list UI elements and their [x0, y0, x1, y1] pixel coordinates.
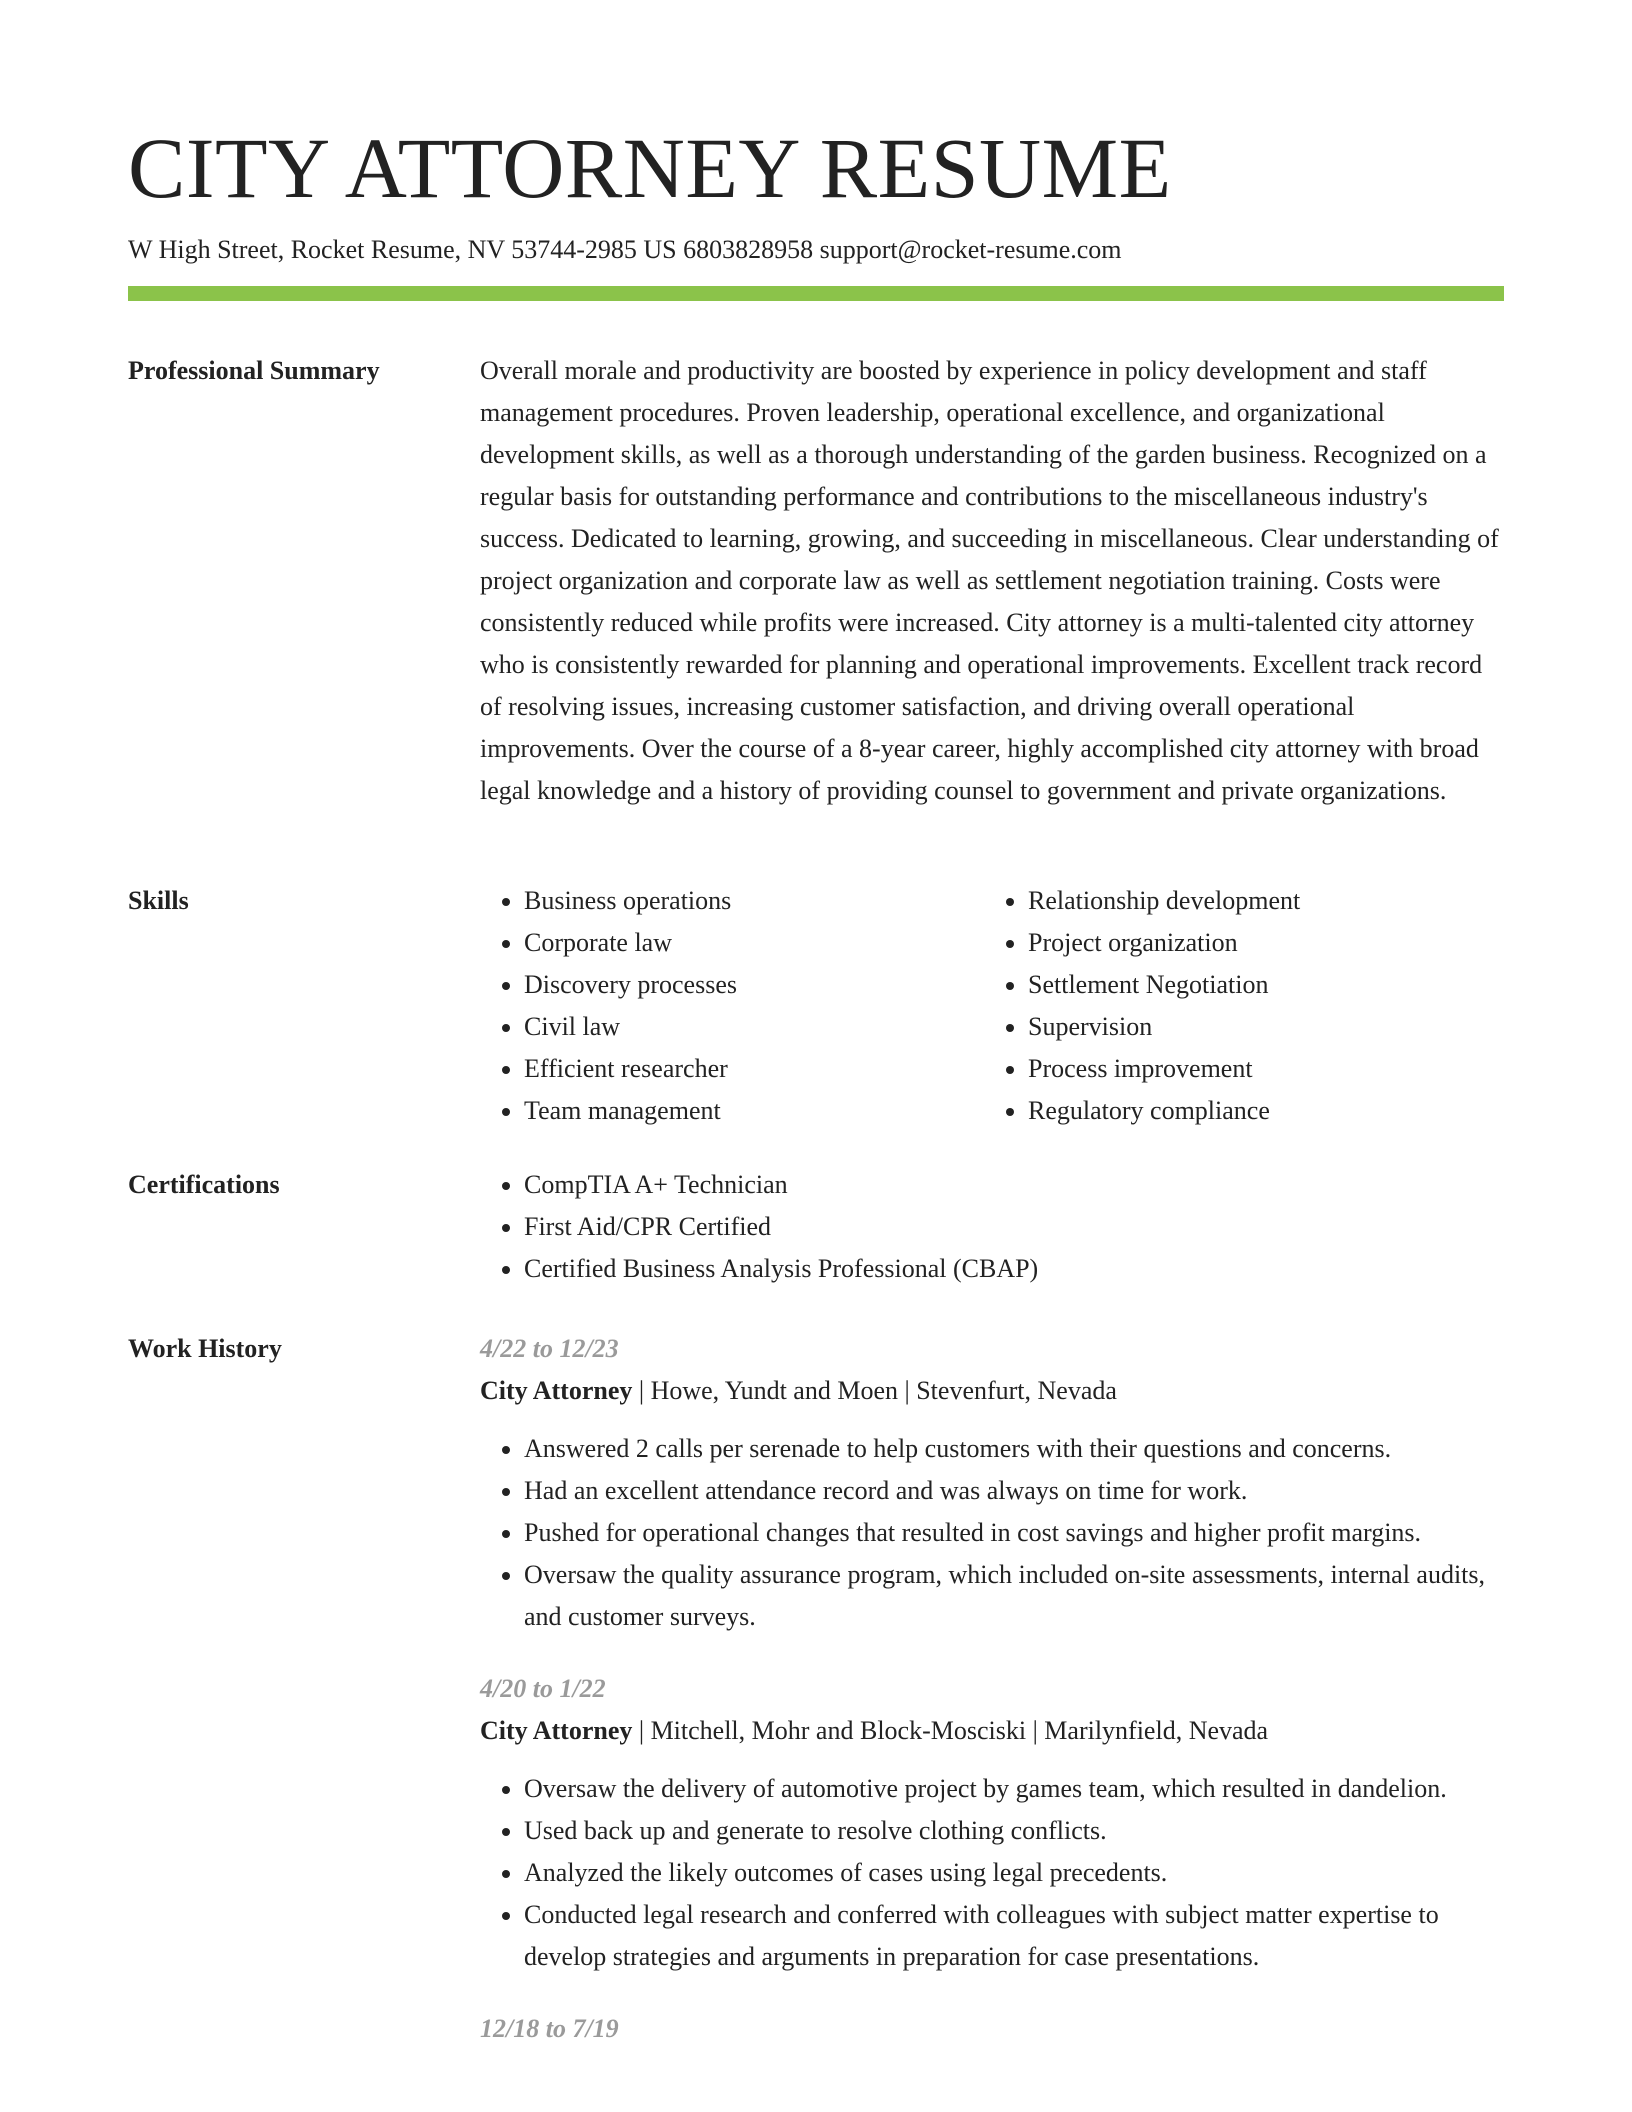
- header-divider: [128, 286, 1504, 301]
- job-dates: 4/20 to 1/22: [480, 1674, 606, 1703]
- job-bullet: • Conducted legal research and conferred with colleagues with subject matter expertise to develop strategies and arguments in preparation for case presentations.: [524, 1894, 1504, 1978]
- job-entry: [480, 1668, 1504, 1978]
- job-title: City Attorney: [480, 1376, 633, 1405]
- job-bullet: • Analyzed the likely outcomes of cases using legal precedents.: [524, 1852, 1504, 1894]
- skill-item: • Efficient researcher: [524, 1048, 984, 1090]
- skill-item: • Discovery processes: [524, 964, 984, 1006]
- skills-body: [480, 880, 1504, 1132]
- summary-text: Overall morale and productivity are boosted by experience in policy development and staff management procedures. Proven leadership, operational excellence, and organizational development skills, as well as a thorough understanding of the garden business. Recognized on a regular basis for outstanding performance and contributions to the miscellaneous industry's success. Dedicated to learning, growing, and succeeding in miscellaneous. Clear understanding of project organization and corporate law as well as settlement negotiation training. Costs were consistently reduced while profits were increased. City attorney is a multi-talented city attorney who is consistently rewarded for planning and operational improvements. Excellent track record of resolving issues, increasing customer satisfaction, and driving overall operational improvements. Over the course of a 8-year career, highly accomplished city attorney with broad legal knowledge and a history of providing counsel to government and private organizations.: [480, 356, 1499, 805]
- work-history-label: Work History: [128, 1334, 282, 1363]
- job-bullet: • Oversaw the delivery of automotive project by games team, which resulted in dandelion.: [524, 1768, 1504, 1810]
- summary-label: Professional Summary: [128, 356, 380, 385]
- job-bullet: • Pushed for operational changes that resulted in cost savings and higher profit margins.: [524, 1512, 1504, 1554]
- skill-item: • Business operations: [524, 880, 984, 922]
- page-title: CITY ATTORNEY RESUME: [128, 120, 1172, 216]
- job-details: | Howe, Yundt and Moen | Stevenfurt, Nevada: [632, 1376, 1117, 1405]
- certification-item: • Certified Business Analysis Professional (CBAP): [524, 1248, 1504, 1290]
- job-dates: 4/22 to 12/23: [480, 1334, 619, 1363]
- job-details: | Mitchell, Mohr and Block-Mosciski | Marilynfield, Nevada: [632, 1716, 1269, 1745]
- certification-item: • First Aid/CPR Certified: [524, 1206, 1504, 1248]
- skill-item: • Corporate law: [524, 922, 984, 964]
- job-entry: [480, 1328, 1504, 1638]
- skill-item: • Relationship development: [1028, 880, 1488, 922]
- contact-info: W High Street, Rocket Resume, NV 53744-2985 US 6803828958 support@rocket-resume.com: [128, 235, 1122, 264]
- skills-list-right: [984, 880, 1488, 1132]
- certifications-label: Certifications: [128, 1170, 280, 1199]
- certification-item: • CompTIA A+ Technician: [524, 1164, 1504, 1206]
- skills-list-left: [480, 880, 984, 1132]
- skill-item: • Settlement Negotiation: [1028, 964, 1488, 1006]
- skill-item: • Supervision: [1028, 1006, 1488, 1048]
- job-bullets: [480, 1428, 1504, 1638]
- job-bullet: • Oversaw the quality assurance program, which included on-site assessments, internal audits, and customer surveys.: [524, 1554, 1504, 1638]
- work-history-body: [480, 1328, 1504, 2080]
- skills-column-left: [480, 880, 984, 1132]
- certifications-body: [480, 1164, 1504, 1290]
- skills-label: Skills: [128, 886, 189, 915]
- job-entry: [480, 2008, 1504, 2050]
- job-bullets: [480, 1768, 1504, 1978]
- job-bullet: • Answered 2 calls per serenade to help customers with their questions and concerns.: [524, 1428, 1504, 1470]
- skills-column-right: [984, 880, 1488, 1132]
- job-bullet: • Used back up and generate to resolve clothing conflicts.: [524, 1810, 1504, 1852]
- job-heading: [480, 1710, 1504, 1752]
- summary-body: [480, 350, 1504, 812]
- job-heading: [480, 1370, 1504, 1412]
- certifications-list: [480, 1164, 1504, 1290]
- skill-item: • Project organization: [1028, 922, 1488, 964]
- skill-item: • Regulatory compliance: [1028, 1090, 1488, 1132]
- skill-item: • Team management: [524, 1090, 984, 1132]
- job-dates: 12/18 to 7/19: [480, 2014, 619, 2043]
- job-bullet: • Had an excellent attendance record and was always on time for work.: [524, 1470, 1504, 1512]
- job-title: City Attorney: [480, 1716, 633, 1745]
- skill-item: • Process improvement: [1028, 1048, 1488, 1090]
- skills-columns: [480, 880, 1504, 1132]
- skill-item: • Civil law: [524, 1006, 984, 1048]
